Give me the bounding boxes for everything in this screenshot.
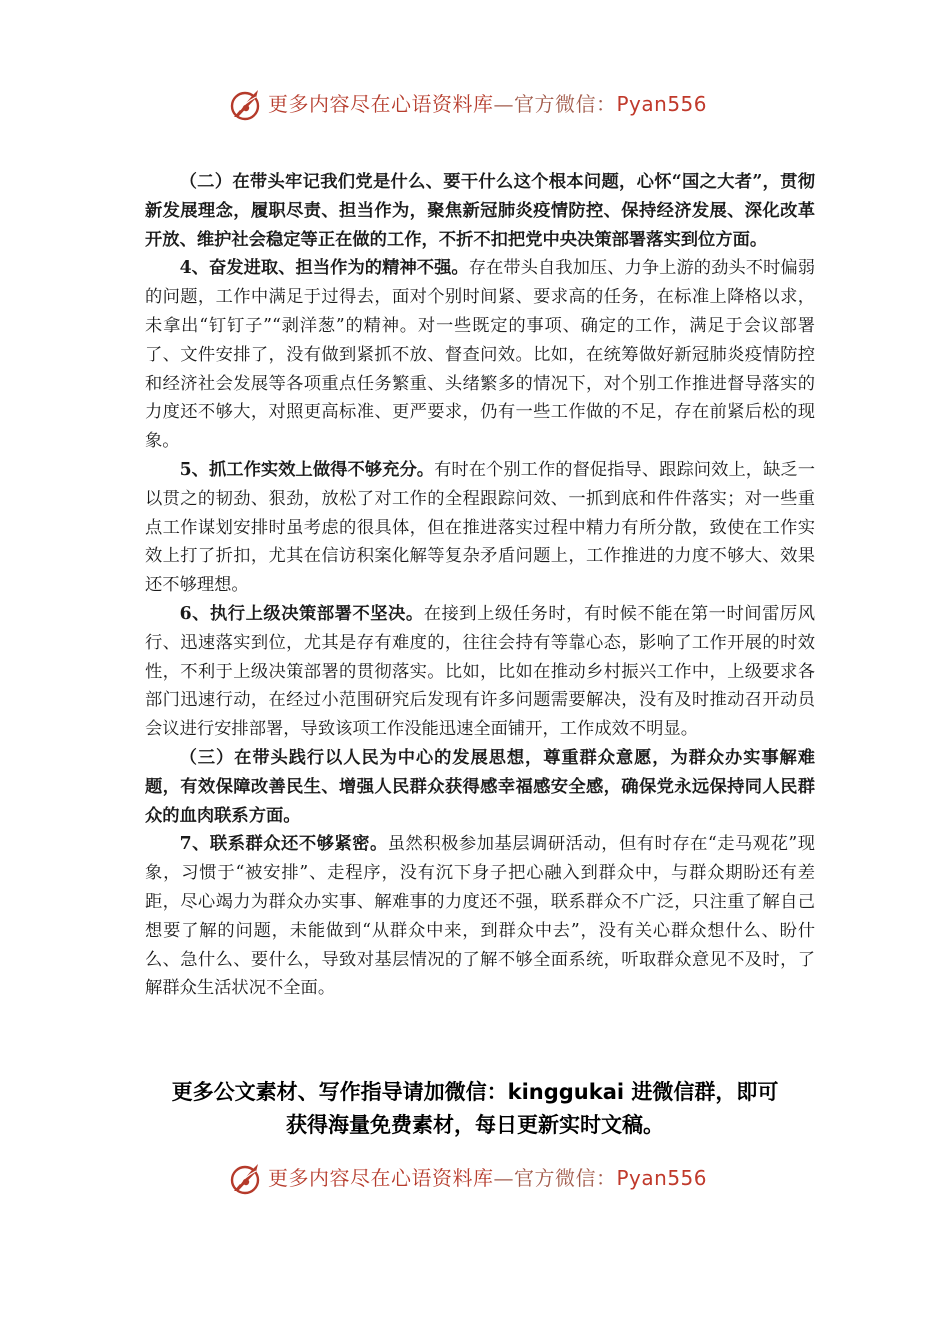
item-4-body: 存在带头自我加压、力争上游的劲头不时偏弱的问题，工作中满足于过得去，面对个别时间紧、要求高的任务，在标准上降格以求，未拿出“钉钉子”“剥洋葱”的精神。对一些既定的事项、确定的工作，满足于会议部署了、文件安排了，没有做到紧抓不放、督查问效。比如，在统筹做好新冠肺炎疫情防控和经济社会发展等各项重点任务繁重、头绪繁多的情况下，对个别工作推进督导落实的力度还不够大，对照更高标准、更严要求，仍有一些工作做的不足，存在前紧后松的现象。 <box>145 258 815 452</box>
quill-seal-icon <box>226 84 266 124</box>
banner-wechat-label: —官方微信： <box>493 92 617 116</box>
item-4-heading: 4、奋发进取、担当作为的精神不强。 <box>179 258 469 279</box>
item-4 <box>145 254 815 456</box>
item-5-body: 有时在个别工作的督促指导、跟踪问效上，缺乏一以贯之的韧劲、狠劲，放松了对工作的全程跟踪问效、一抓到底和件件落实；对一些重点工作谋划安排时虽考虑的很具体，但在推进落实过程中精力有所分散，致使在工作实效上打了折扣，尤其在信访积案化解等复杂矛盾问题上，工作推进的力度不够大、效果还不够理想。 <box>145 459 815 596</box>
promo-line-1: 更多公文素材、写作指导请加微信：kinggukai 进微信群，即可 <box>171 1080 779 1104</box>
document-body <box>145 168 815 1003</box>
banner-title: 更多内容尽在心语资料库 <box>268 1166 494 1190</box>
banner-text <box>268 88 707 117</box>
banner-wechat-id: Pyan556 <box>616 1166 708 1190</box>
item-6 <box>145 600 815 744</box>
promo-notice <box>110 1076 840 1142</box>
banner-text <box>268 1162 707 1191</box>
banner-wechat-id: Pyan556 <box>616 92 708 116</box>
item-7 <box>145 830 815 1003</box>
item-6-body: 在接到上级任务时，有时候不能在第一时间雷厉风行、迅速落实到位，尤其是存有难度的，往往会持有等靠心态，影响了工作开展的时效性，不利于上级决策部署的贯彻落实。比如，比如在推动乡村振兴工作中，上级要求各部门迅速行动，在经过小范围研究后发现有许多问题需要解决，没有及时推动召开动员会议进行安排部署，导致该项工作没能迅速全面铺开，工作成效不明显。 <box>145 603 815 740</box>
item-5 <box>145 456 815 600</box>
item-5-heading: 5、抓工作实效上做得不够充分。 <box>179 459 435 480</box>
section-heading-3: （三）在带头践行以人民为中心的发展思想，尊重群众意愿，为群众办实事解难题，有效保障改善民生、增强人民群众获得感幸福感安全感，确保党永远保持同人民群众的血肉联系方面。 <box>145 747 815 826</box>
item-6-heading: 6、执行上级决策部署不坚决。 <box>179 603 424 624</box>
item-7-body: 虽然积极参加基层调研活动，但有时存在“走马观花”现象，习惯于“被安排”、走程序，没有沉下身子把心融入到群众中，与群众期盼还有差距，尽心竭力为群众办实事、解难事的力度还不强，联系群众不广泛，只注重了解自己想要了解的问题，未能做到“从群众中来，到群众中去”，没有关心群众想什么、盼什么、急什么、要什么，导致对基层情况的了解不够全面系统，听取群众意见不及时，了解群众生活状况不全面。 <box>145 834 815 999</box>
section-heading-2: （二）在带头牢记我们党是什么、要干什么这个根本问题，心怀“国之大者”，贯彻新发展理念，履职尽责、担当作为，聚焦新冠肺炎疫情防控、保持经济发展、深化改革开放、维护社会稳定等正在做的工作，不折不扣把党中央决策部署落实到位方面。 <box>145 172 815 250</box>
banner-title: 更多内容尽在心语资料库 <box>268 92 494 116</box>
promo-line-2: 获得海量免费素材，每日更新实时文稿。 <box>286 1113 664 1137</box>
quill-seal-icon <box>226 1158 266 1198</box>
item-7-heading: 7、联系群众还不够紧密。 <box>179 834 388 855</box>
header-banner <box>0 80 950 130</box>
footer-banner <box>0 1154 950 1204</box>
banner-wechat-label: —官方微信： <box>493 1166 617 1190</box>
